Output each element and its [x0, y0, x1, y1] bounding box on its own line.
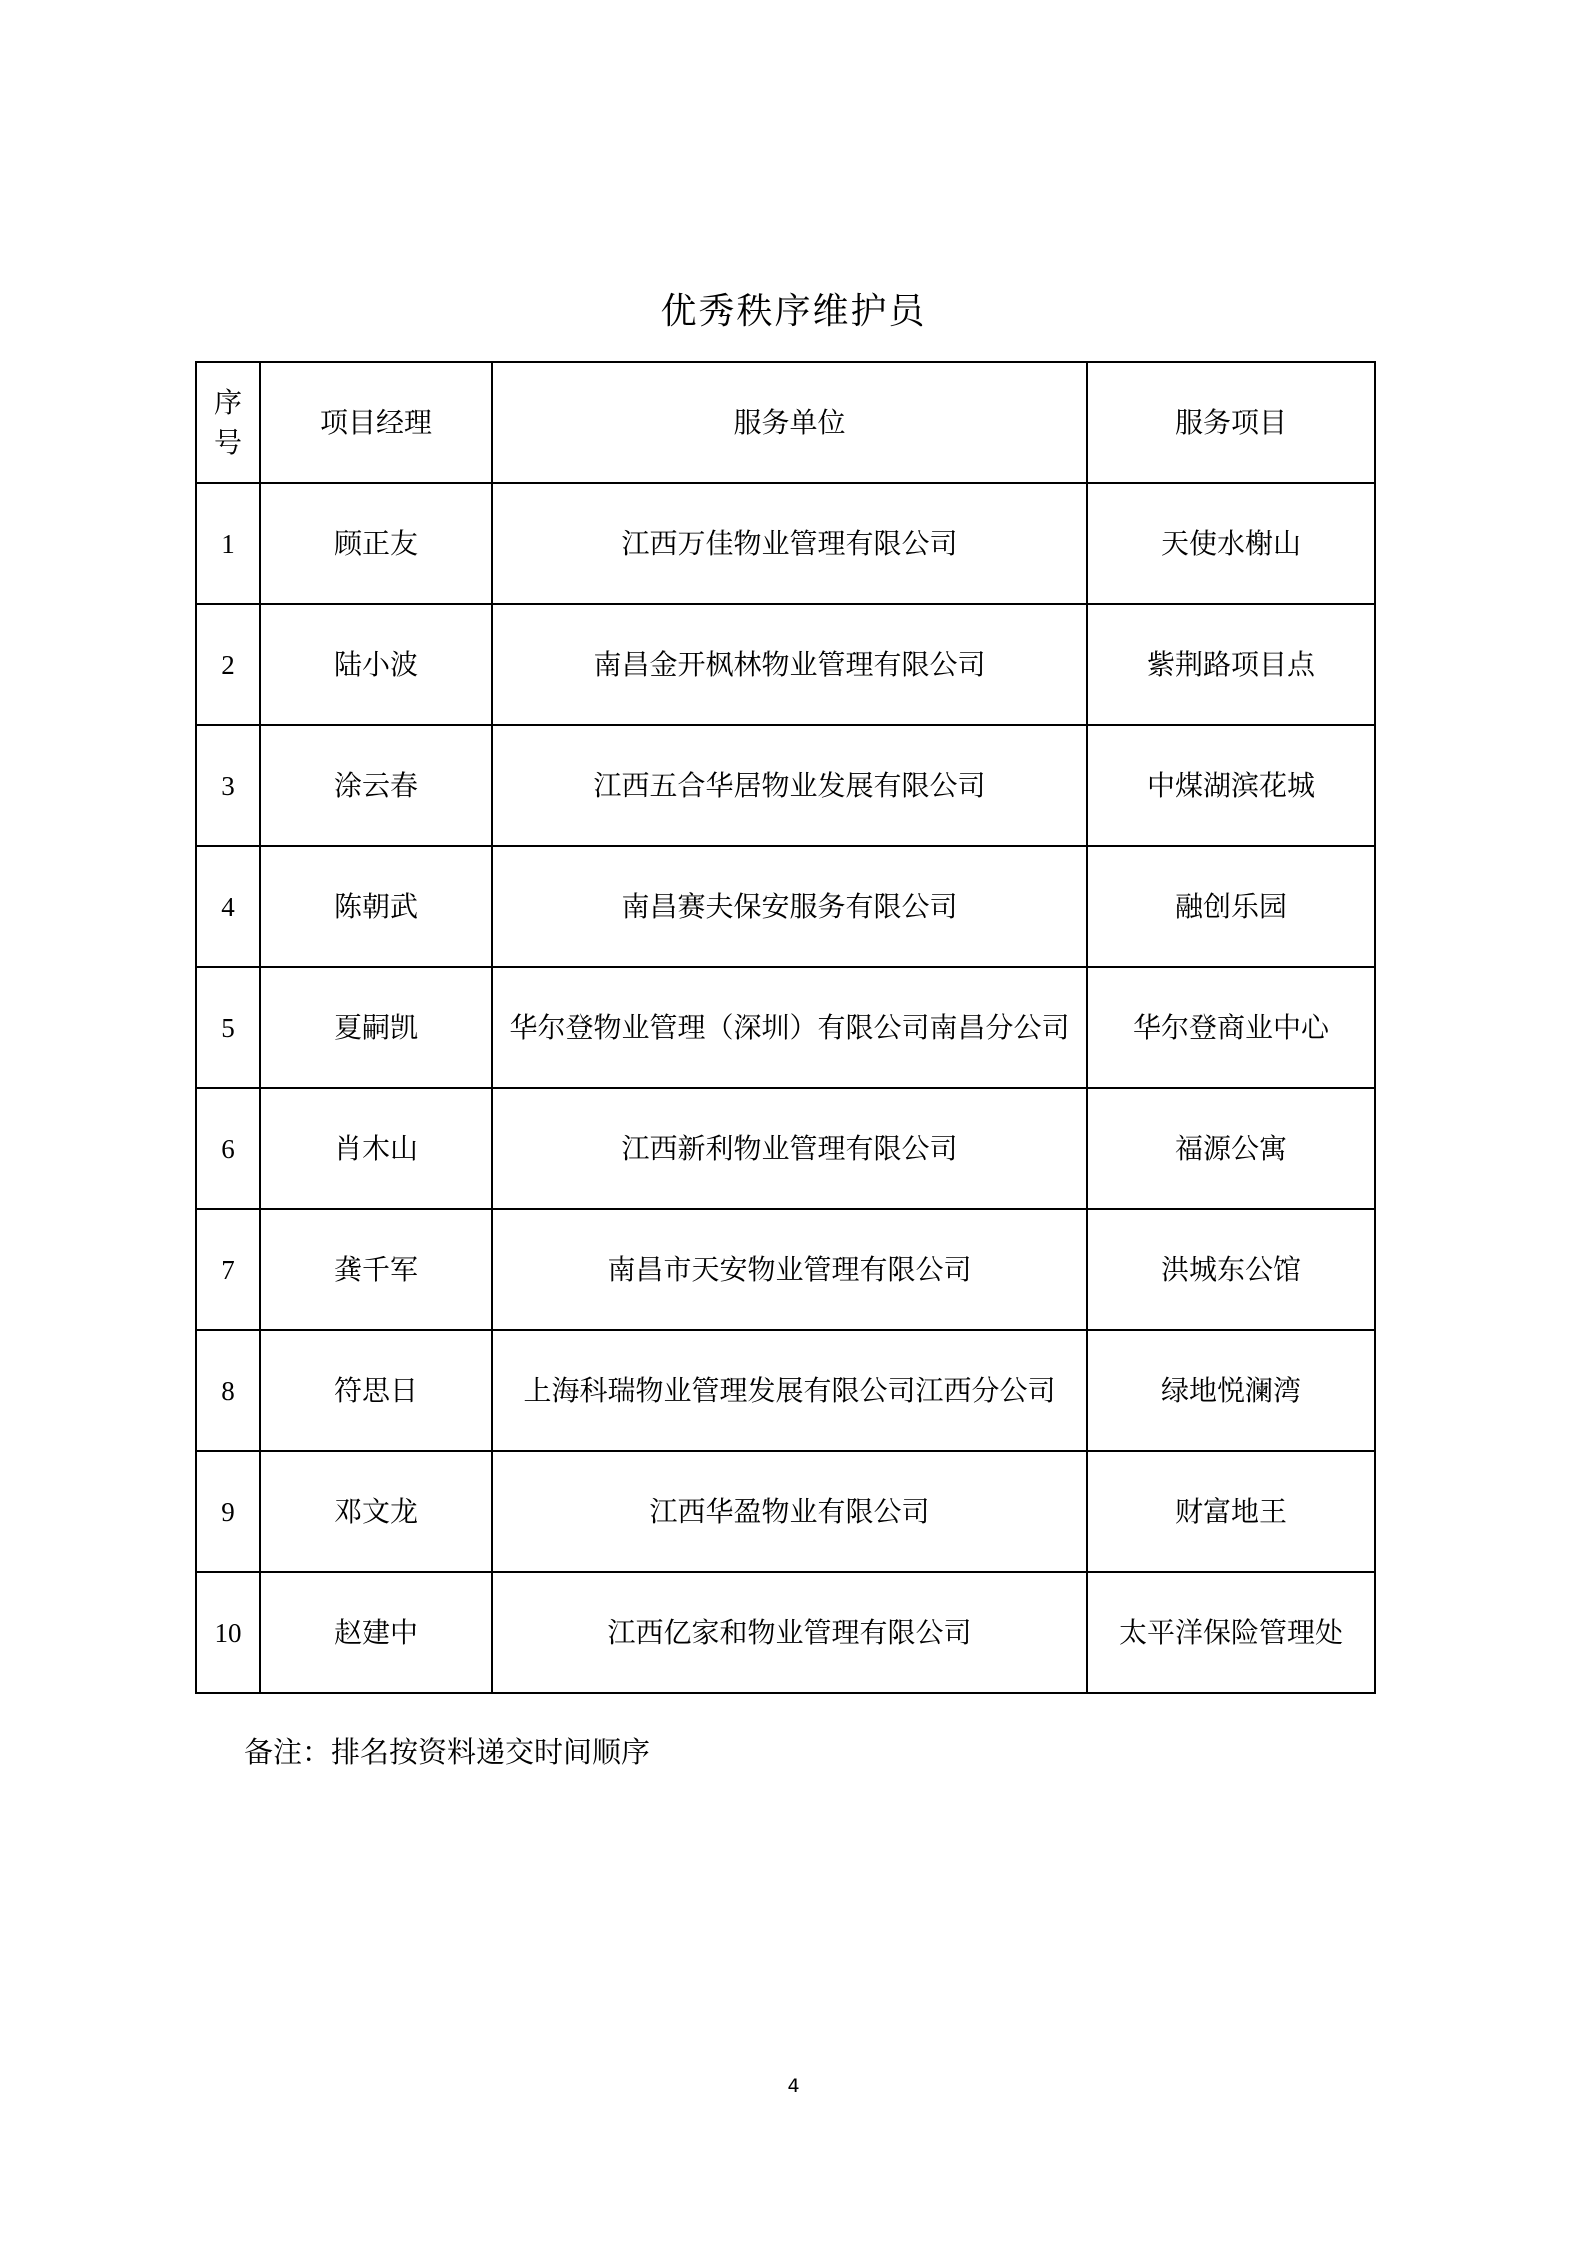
cell-unit: 江西华盈物业有限公司	[492, 1451, 1087, 1572]
cell-manager: 涂云春	[260, 725, 492, 846]
cell-seq: 10	[196, 1572, 260, 1693]
cell-unit: 南昌赛夫保安服务有限公司	[492, 846, 1087, 967]
header-seq-label: 序号	[213, 385, 242, 459]
cell-seq: 9	[196, 1451, 260, 1572]
cell-manager: 陆小波	[260, 604, 492, 725]
cell-seq: 1	[196, 483, 260, 604]
table-row	[196, 725, 1375, 846]
cell-unit: 江西万佳物业管理有限公司	[492, 483, 1087, 604]
cell-unit: 江西亿家和物业管理有限公司	[492, 1572, 1087, 1693]
cell-project: 中煤湖滨花城	[1087, 725, 1375, 846]
table-row	[196, 483, 1375, 604]
cell-unit: 江西五合华居物业发展有限公司	[492, 725, 1087, 846]
cell-manager: 赵建中	[260, 1572, 492, 1693]
cell-manager: 顾正友	[260, 483, 492, 604]
cell-unit: 华尔登物业管理（深圳）有限公司南昌分公司	[492, 967, 1087, 1088]
table-row	[196, 604, 1375, 725]
cell-manager: 陈朝武	[260, 846, 492, 967]
staff-table	[195, 361, 1376, 1694]
cell-project: 财富地王	[1087, 1451, 1375, 1572]
cell-project: 绿地悦澜湾	[1087, 1330, 1375, 1451]
cell-manager: 夏嗣凯	[260, 967, 492, 1088]
header-manager: 项目经理	[260, 362, 492, 483]
page-number: 4	[787, 2075, 800, 2097]
table-row	[196, 967, 1375, 1088]
cell-unit: 南昌市天安物业管理有限公司	[492, 1209, 1087, 1330]
cell-unit: 上海科瑞物业管理发展有限公司江西分公司	[492, 1330, 1087, 1451]
cell-manager: 符思日	[260, 1330, 492, 1451]
header-project: 服务项目	[1087, 362, 1375, 483]
cell-manager: 龚千军	[260, 1209, 492, 1330]
header-seq	[196, 362, 260, 483]
cell-seq: 2	[196, 604, 260, 725]
cell-manager: 邓文龙	[260, 1451, 492, 1572]
cell-seq: 7	[196, 1209, 260, 1330]
cell-manager: 肖木山	[260, 1088, 492, 1209]
header-unit: 服务单位	[492, 362, 1087, 483]
table-row	[196, 1572, 1375, 1693]
cell-unit: 江西新利物业管理有限公司	[492, 1088, 1087, 1209]
table-row	[196, 1451, 1375, 1572]
footnote: 备注：排名按资料递交时间顺序	[244, 1735, 651, 1769]
cell-seq: 6	[196, 1088, 260, 1209]
page-title: 优秀秩序维护员	[660, 291, 927, 332]
table-row	[196, 1209, 1375, 1330]
cell-project: 洪城东公馆	[1087, 1209, 1375, 1330]
table-header-row	[196, 362, 1375, 483]
table-row	[196, 1330, 1375, 1451]
cell-project: 华尔登商业中心	[1087, 967, 1375, 1088]
cell-seq: 8	[196, 1330, 260, 1451]
cell-seq: 5	[196, 967, 260, 1088]
cell-project: 太平洋保险管理处	[1087, 1572, 1375, 1693]
cell-project: 融创乐园	[1087, 846, 1375, 967]
cell-project: 天使水榭山	[1087, 483, 1375, 604]
cell-project: 福源公寓	[1087, 1088, 1375, 1209]
cell-project: 紫荆路项目点	[1087, 604, 1375, 725]
table-row	[196, 1088, 1375, 1209]
cell-unit: 南昌金开枫林物业管理有限公司	[492, 604, 1087, 725]
cell-seq: 4	[196, 846, 260, 967]
table-row	[196, 846, 1375, 967]
cell-seq: 3	[196, 725, 260, 846]
